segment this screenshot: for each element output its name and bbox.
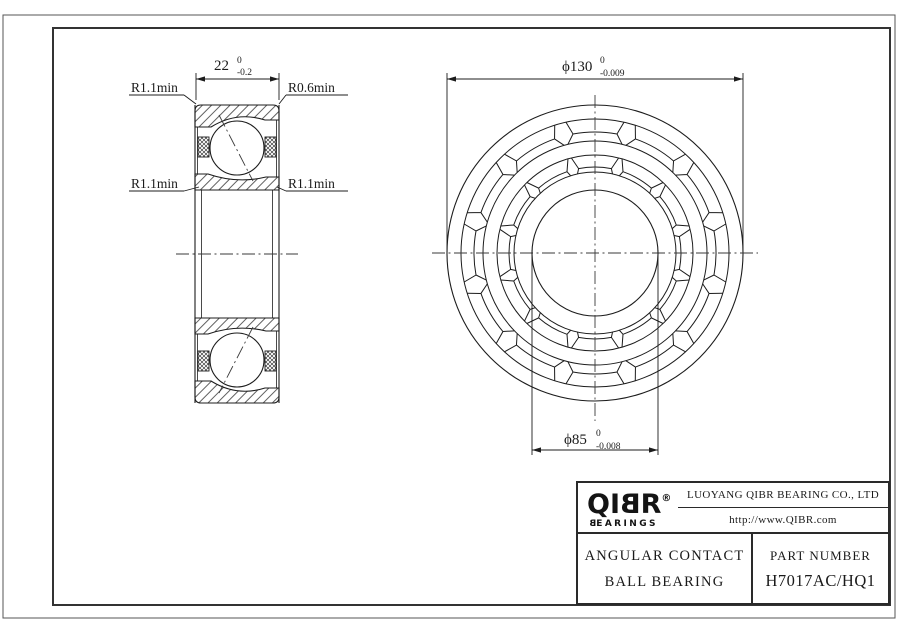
- logo-letter: I: [609, 489, 620, 520]
- logo-wordmark: [587, 485, 678, 518]
- front-view: [432, 95, 758, 421]
- bore-dia-tol-lower: -0.008: [596, 442, 621, 452]
- section-view: [176, 105, 298, 403]
- ball-top: [210, 121, 264, 175]
- product-line1: ANGULAR CONTACT: [584, 548, 745, 564]
- ball-bottom: [210, 333, 264, 387]
- radius-label-top-left: R1.1min: [131, 80, 178, 95]
- brand-logo: [578, 483, 678, 532]
- part-number-label: PART NUMBER: [770, 548, 871, 563]
- cage-section: [265, 137, 276, 157]
- radius-label-top-right: R0.6min: [288, 80, 335, 95]
- logo-sub-letter-mirrored-b: B: [587, 519, 597, 529]
- part-number-value: H7017AC/HQ1: [765, 571, 876, 590]
- bore-dia-value: ϕ85: [564, 432, 587, 448]
- bore-dia-tol-upper: 0: [596, 429, 601, 439]
- inner-ring-top-section: [195, 174, 279, 190]
- arrowhead: [196, 76, 205, 81]
- outer-dia-tol-upper: 0: [600, 56, 605, 66]
- cage-section: [265, 351, 276, 371]
- company-info: [678, 483, 888, 532]
- radius-label-mid-left: R1.1min: [131, 176, 178, 191]
- outer-dia-tol-lower: -0.009: [600, 69, 625, 79]
- company-website: http://www.QIBR.com: [729, 514, 837, 526]
- inner-ring-bottom-section: [195, 318, 279, 334]
- title-block-detail-row: [578, 534, 888, 605]
- logo-subtext: [587, 519, 678, 529]
- arrowhead: [447, 76, 456, 81]
- company-name: LUOYANG QIBR BEARING CO., LTD: [678, 483, 888, 508]
- logo-letter-mirrored-b: B: [620, 489, 641, 520]
- radius-label-mid-right: R1.1min: [288, 176, 335, 191]
- logo-sub-rest: EARINGS: [596, 519, 658, 529]
- part-number-cell: [753, 534, 888, 605]
- cage-section: [198, 137, 209, 157]
- product-line2: BALL BEARING: [604, 574, 725, 590]
- arrowhead: [734, 76, 743, 81]
- width-dim-tol-upper: 0: [237, 56, 242, 66]
- arrowhead: [270, 76, 279, 81]
- outer-dia-value: ϕ130: [562, 59, 593, 75]
- logo-letter: R: [640, 489, 662, 520]
- width-dim-value: 22: [214, 58, 229, 74]
- logo-letter: Q: [587, 489, 610, 520]
- title-block: [576, 481, 890, 605]
- arrowhead: [649, 447, 658, 452]
- width-dim-tol-lower: -0.2: [237, 68, 253, 78]
- cage-section: [198, 351, 209, 371]
- arrowhead: [532, 447, 541, 452]
- registered-trademark-icon: ®: [661, 493, 672, 504]
- title-block-header-row: [578, 483, 888, 534]
- product-description-cell: [578, 534, 753, 605]
- centerlines: [432, 95, 758, 421]
